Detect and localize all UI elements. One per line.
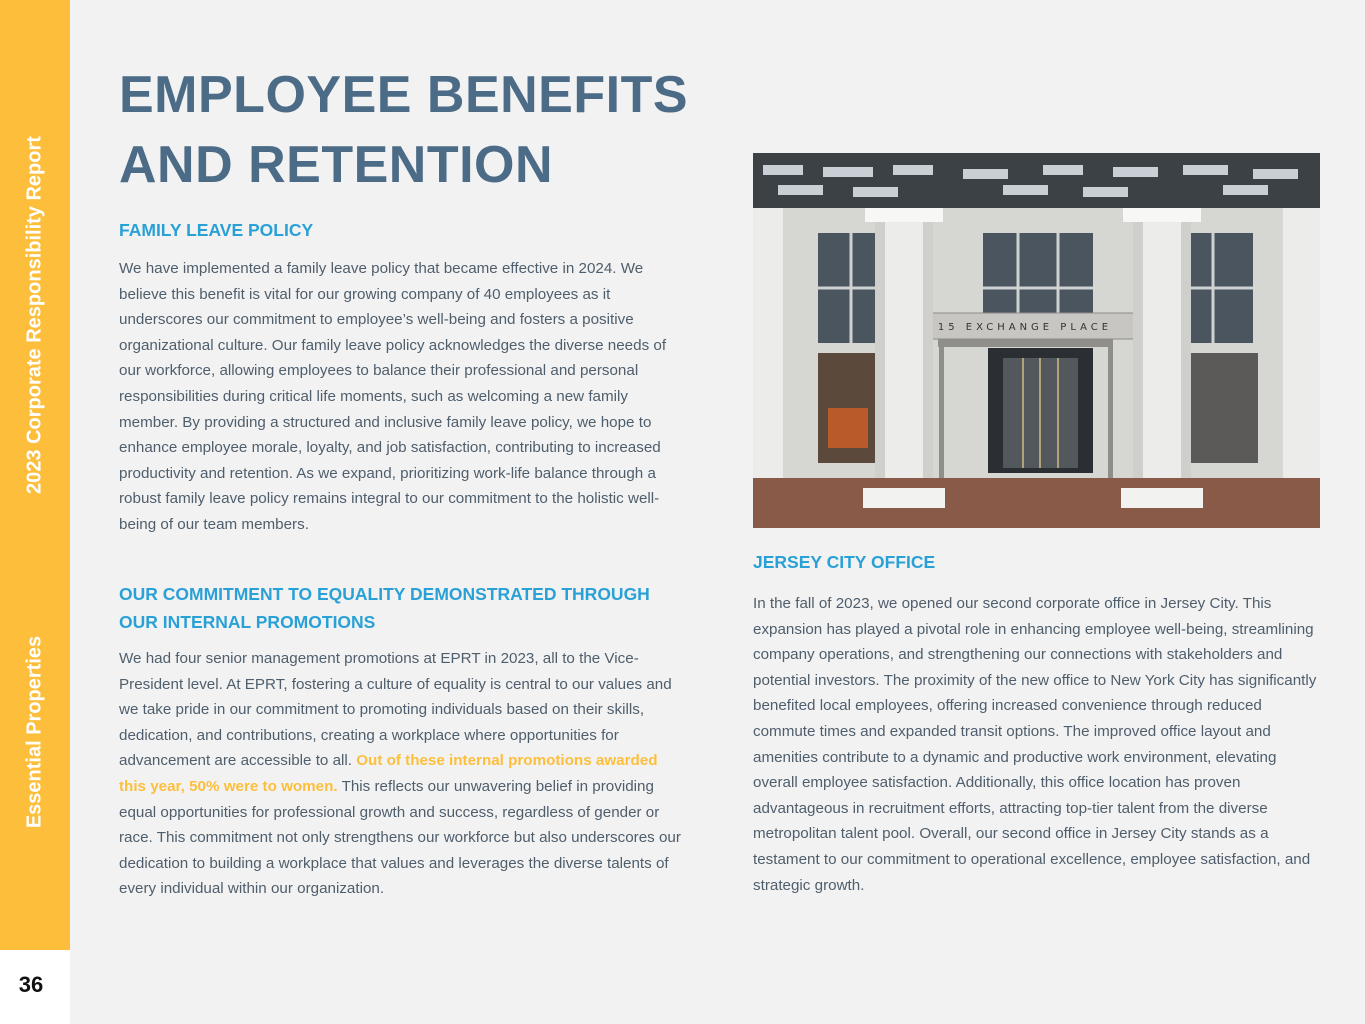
office-building-photo — [753, 153, 1320, 528]
building-sign-text: 15 EXCHANGE PLACE — [937, 322, 1113, 333]
page-title-line-2: AND RETENTION — [119, 136, 554, 194]
page-title — [119, 60, 688, 200]
equality-highlight: Out of these internal promotions awarded this year, 50% were to women. — [119, 752, 658, 795]
page-title-line-1: EMPLOYEE BENEFITS — [119, 66, 689, 124]
report-title: 2023 Corporate Responsibility Report — [23, 136, 46, 494]
equality-body-outro: This reflects our unwavering belief in providing equal opportunities for professional growth and success, regardless of gender or race. This commitment not only strengthens our workforce but also underscores our dedication to building a workplace that values and leverages the diverse talents of every individual within our organization. — [119, 777, 681, 898]
equality-heading — [119, 580, 650, 636]
family-leave-body: We have implemented a family leave policy that became effective in 2024. We believe this benefit is vital for our growing company of 40 employees as it underscores our commitment to employee’s well-being and fosters a positive organizational culture. Our family leave policy acknowledges the diverse needs of our workforce, allowing employees to balance their professional and personal responsibilities during critical life moments, such as welcoming a new family member. By providing a structured and inclusive family leave policy, we hope to enhance employee morale, loyalty, and job satisfaction, contributing to increased productivity and retention. As we expand, prioritizing work-life balance through a robust family leave policy remains integral to our commitment to the holistic well-being of our team members. — [119, 260, 667, 533]
jersey-city-heading: JERSEY CITY OFFICE — [753, 552, 936, 572]
equality-heading-line-1: OUR COMMITMENT TO EQUALITY DEMONSTRATED THROUGH — [119, 584, 650, 604]
equality-body-intro: We had four senior management promotions at EPRT in 2023, all to the Vice-President level. At EPRT, fostering a culture of equality is central to our values and we take pride in our commitment to promoting individuals based on their skills, dedication, and contributions, creating a workplace where opportunities for advancement are accessible to all. — [119, 650, 672, 770]
jersey-city-body: In the fall of 2023, we opened our second corporate office in Jersey City. This expansion has played a pivotal role in enhancing employee well-being, streamlining company operations, and strengthening our connections with stakeholders and potential investors. The proximity of the new office to New York City has significantly benefited local employees, offering increased convenience through reduced commute times and expanded transit options. The improved office layout and amenities contribute to a dynamic and productive work environment, elevating overall employee satisfaction. Additionally, this office location has proven advantageous in recruitment efforts, attracting top-tier talent from the diverse metropolitan talent pool. Overall, our second office in Jersey City stands as a testament to our commitment to operational excellence, employee satisfaction, and strategic growth. — [753, 595, 1317, 894]
equality-heading-line-2: OUR INTERNAL PROMOTIONS — [119, 612, 376, 632]
equality-body — [119, 646, 685, 902]
family-leave-heading: FAMILY LEAVE POLICY — [119, 220, 314, 240]
sidebar-band — [0, 0, 70, 950]
page-number: 36 — [18, 972, 44, 997]
company-name: Essential Properties — [23, 635, 46, 829]
